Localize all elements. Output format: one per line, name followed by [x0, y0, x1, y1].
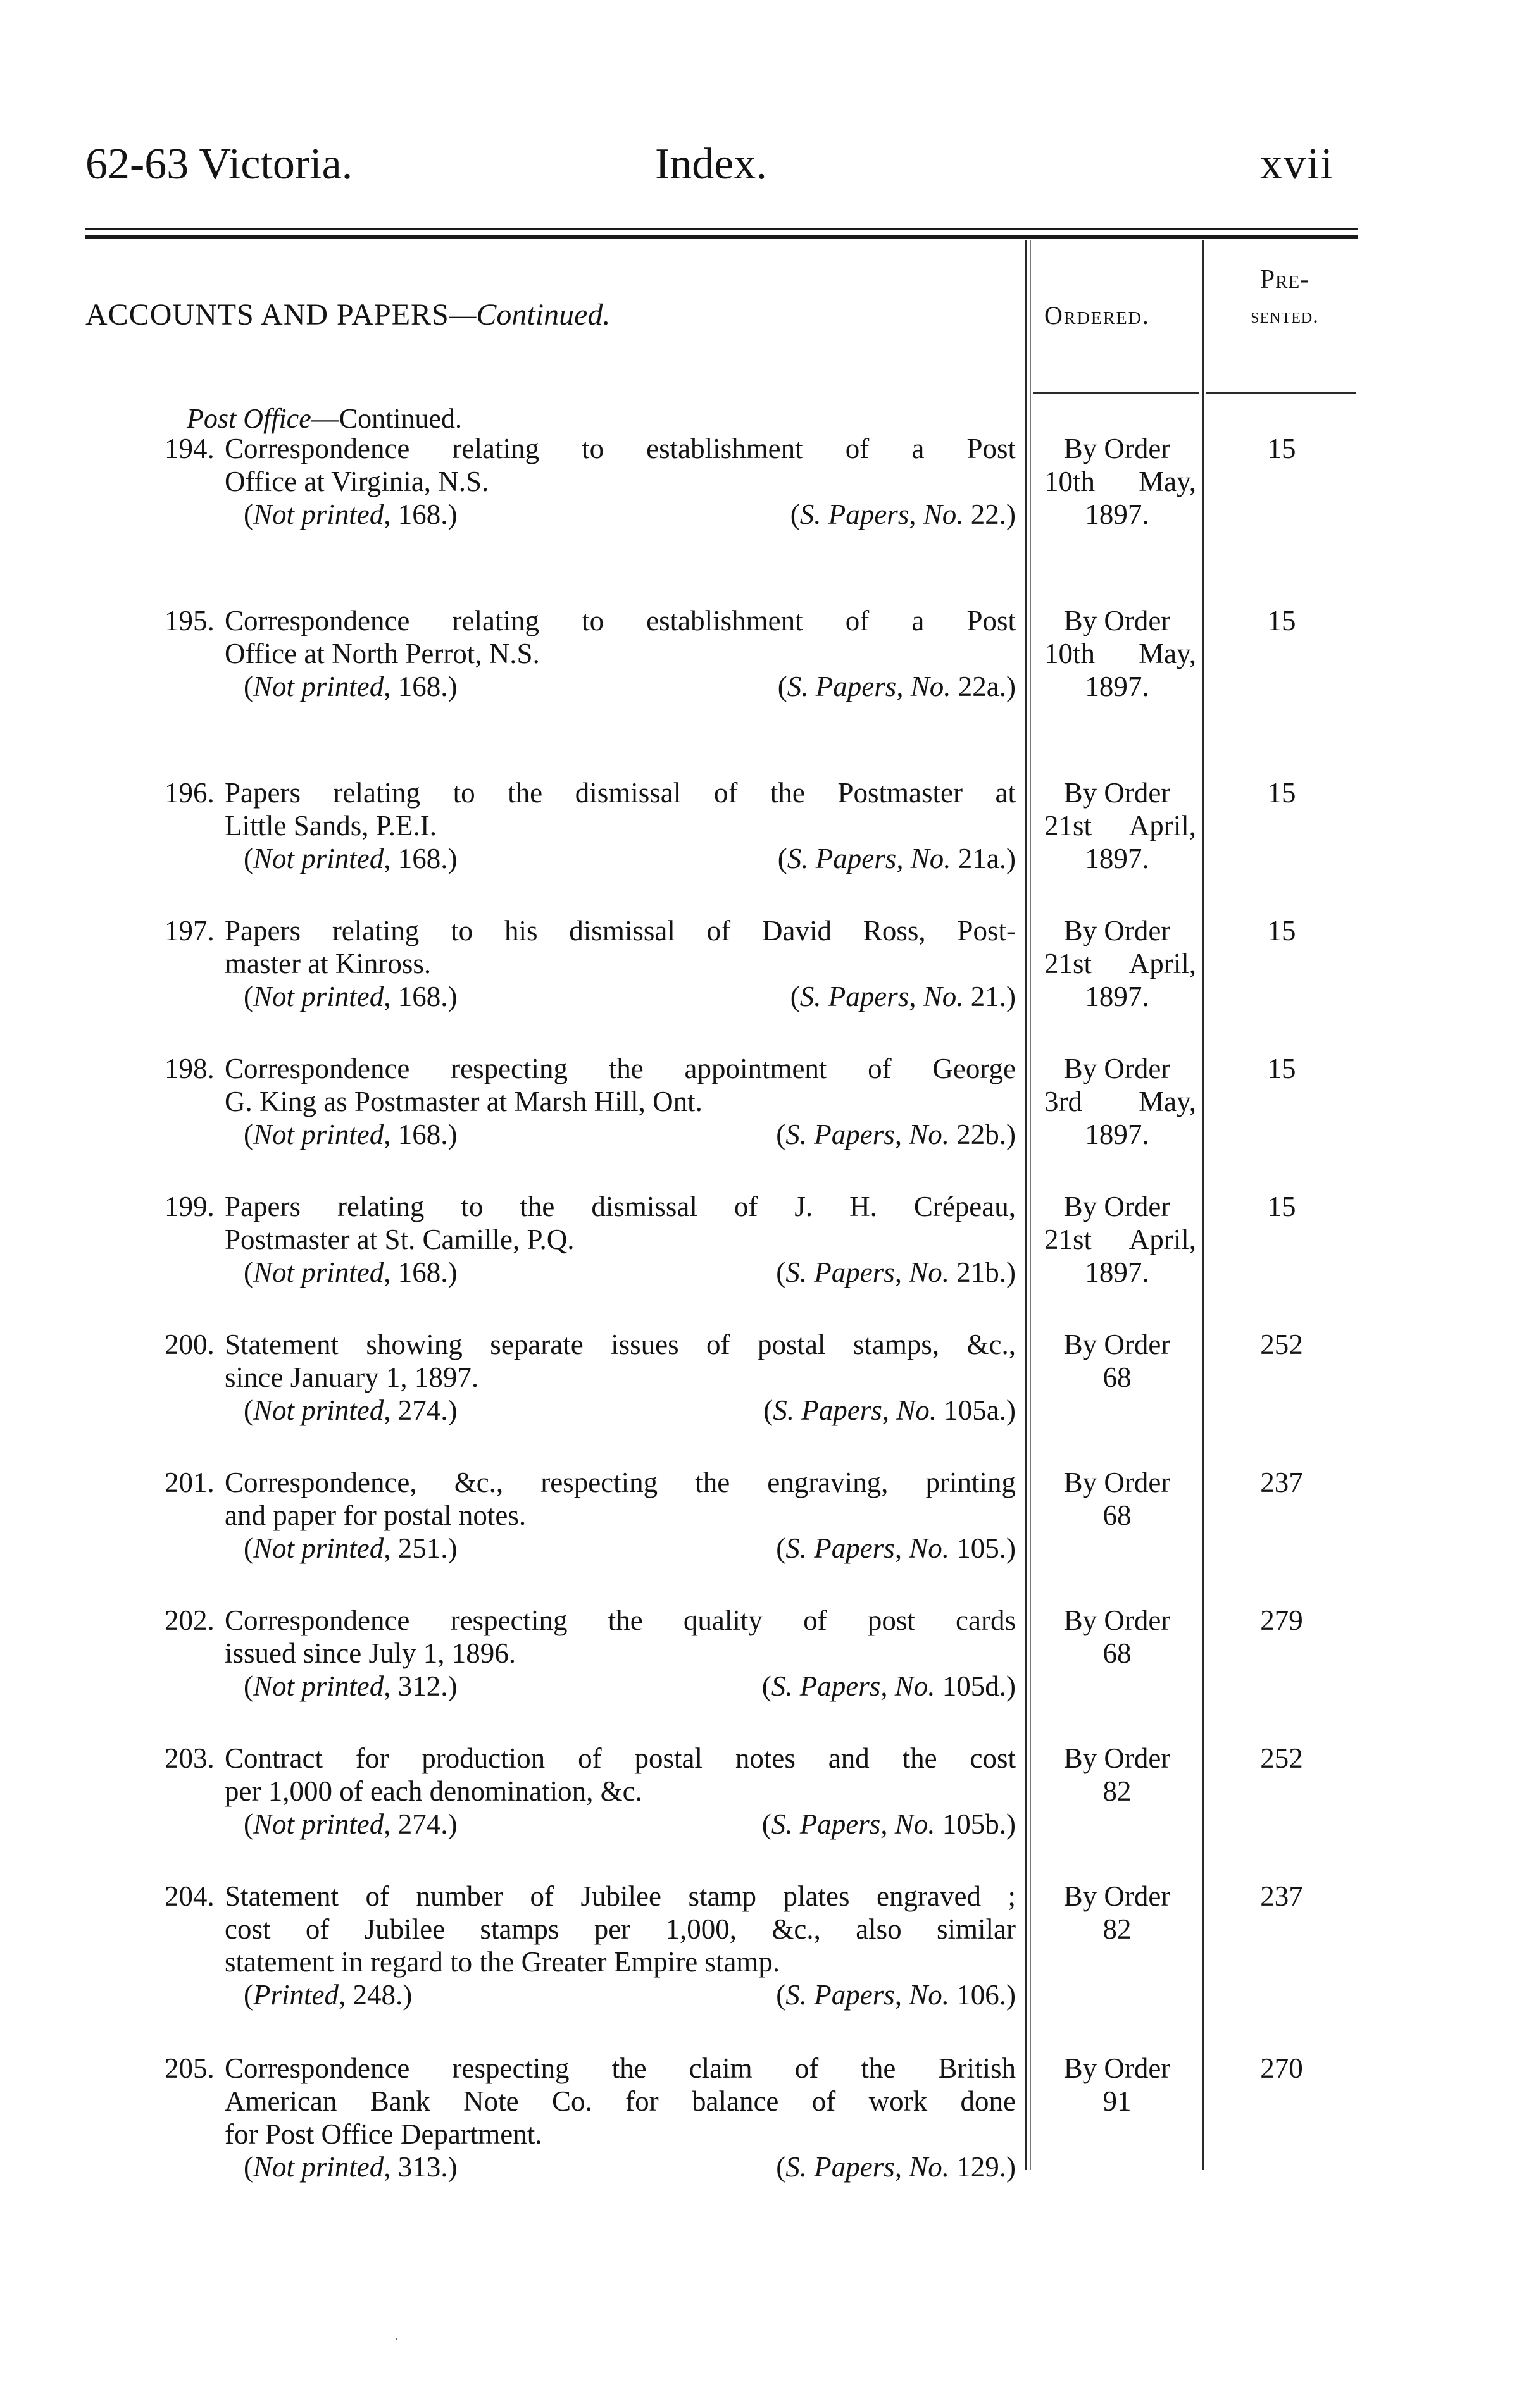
- sessional-paper-number: 105b.): [942, 1808, 1016, 1840]
- entry-presented: 15: [1267, 915, 1296, 946]
- printed-label: Not printed: [253, 843, 384, 874]
- entry-number: 201.: [165, 1467, 215, 1498]
- printed-label: Not printed: [253, 981, 384, 1012]
- ordered-line: 1897.: [1085, 671, 1149, 702]
- entry-ordered: [1044, 1328, 1202, 1394]
- printed-label: Not printed: [253, 1532, 384, 1564]
- entry-reference: [225, 1394, 1016, 1427]
- entry-description: [225, 1604, 1016, 1703]
- section-title: [85, 297, 610, 332]
- entry-presented: 15: [1267, 605, 1296, 636]
- entry-ordered: [1044, 2052, 1202, 2118]
- entry-line: American Bank Note Co. for balance of work done: [225, 2085, 1016, 2117]
- subsection-name: Post Office: [187, 403, 311, 434]
- printed-status: (Printed, 248.): [244, 1979, 413, 2011]
- entry-reference: [225, 1118, 1016, 1151]
- sessional-paper-number: 129.): [956, 2151, 1016, 2183]
- sessional-paper-label: S. Papers, No.: [799, 499, 964, 530]
- column-header-presented-line1: Pre-: [1259, 265, 1310, 294]
- printed-number: 251.): [397, 1532, 458, 1564]
- printed-status: (Not printed, 168.): [244, 499, 458, 530]
- entry-line: Statement of number of Jubilee stamp plates engraved ;: [225, 1880, 1016, 1912]
- sessional-paper: (S. Papers, No. 129.): [776, 2151, 1016, 2183]
- entry-description: [225, 604, 1016, 703]
- entry-number: 204.: [165, 1880, 215, 1912]
- sessional-paper-number: 22.): [970, 499, 1016, 530]
- entry-line: Correspondence respecting the quality of post cards: [225, 1604, 1016, 1636]
- printed-status: (Not printed, 313.): [244, 2151, 458, 2183]
- presented-header-rule: [1206, 392, 1356, 394]
- printed-number: 168.): [397, 1257, 458, 1288]
- sessional-paper-label: S. Papers, No.: [771, 1670, 935, 1702]
- sessional-paper: (S. Papers, No. 22b.): [776, 1119, 1016, 1150]
- sessional-paper-label: S. Papers, No.: [785, 1119, 949, 1150]
- entry-number: 205.: [165, 2052, 215, 2084]
- printed-status: (Not printed, 168.): [244, 1257, 458, 1288]
- entry-number: 203.: [165, 1742, 215, 1774]
- printed-label: Printed: [253, 1979, 339, 2011]
- column-header-presented: [1218, 266, 1351, 328]
- entry-line: Papers relating to the dismissal of the Postmaster at: [225, 777, 1016, 809]
- entry-description: [225, 1328, 1016, 1427]
- printed-label: Not printed: [253, 1394, 384, 1426]
- entry-ordered: [1044, 604, 1202, 703]
- printed-label: Not printed: [253, 1808, 384, 1840]
- entry-line: issued since July 1, 1896.: [225, 1637, 516, 1669]
- entry-description: [225, 1190, 1016, 1289]
- entry-ordered: [1044, 1466, 1202, 1532]
- printed-number: 248.): [353, 1979, 413, 2011]
- ordered-line: By Order: [1063, 1742, 1171, 1774]
- entry-line: statement in regard to the Greater Empire stamp.: [225, 1946, 780, 1978]
- header-page-number: xvii: [1260, 140, 1334, 189]
- ordered-line: By Order: [1063, 1880, 1171, 1912]
- column-divider-ordered: [1025, 240, 1027, 2170]
- column-header-ordered: Ordered.: [1044, 301, 1150, 330]
- entry-reference: [225, 1670, 1016, 1703]
- ordered-line: By Order: [1063, 1191, 1171, 1222]
- sessional-paper-number: 22b.): [956, 1119, 1016, 1150]
- ordered-line: 1897.: [1085, 843, 1149, 874]
- entry-ordered: [1044, 1604, 1202, 1670]
- sessional-paper: (S. Papers, No. 22.): [790, 499, 1016, 530]
- entry-line: Correspondence relating to establishment of a Post: [225, 433, 1016, 464]
- entry-line: per 1,000 of each denomination, &c.: [225, 1775, 642, 1807]
- printed-label: Not printed: [253, 671, 384, 702]
- entry-description: [225, 432, 1016, 531]
- entry-line: Statement showing separate issues of postal stamps, &c.,: [225, 1329, 1016, 1360]
- printed-status: (Not printed, 312.): [244, 1670, 458, 1702]
- entry-ordered: [1044, 776, 1202, 875]
- printed-number: 312.): [397, 1670, 458, 1702]
- entry-presented: 279: [1260, 1604, 1303, 1636]
- entry-number: 199.: [165, 1191, 215, 1222]
- entry-description: [225, 1052, 1016, 1151]
- printed-status: (Not printed, 274.): [244, 1808, 458, 1840]
- printed-status: (Not printed, 251.): [244, 1532, 458, 1564]
- ordered-line: 1897.: [1085, 499, 1149, 530]
- sessional-paper-number: 105d.): [942, 1670, 1016, 1702]
- entry-presented: 237: [1260, 1467, 1303, 1498]
- printed-label: Not printed: [253, 1119, 384, 1150]
- printed-number: 168.): [397, 981, 458, 1012]
- entry-presented: 15: [1267, 1191, 1296, 1222]
- printed-status: (Not printed, 168.): [244, 981, 458, 1012]
- entry-presented: 252: [1260, 1329, 1303, 1360]
- column-divider-ordered-inner: [1030, 240, 1031, 2170]
- ordered-line: 3rd May,: [1044, 1086, 1196, 1117]
- ordered-line: 82: [1102, 1913, 1132, 1945]
- section-title-text: ACCOUNTS AND PAPERS: [85, 298, 449, 332]
- ordered-line: 68: [1102, 1499, 1132, 1531]
- entry-number: 198.: [165, 1053, 215, 1084]
- ordered-line: 21st April,: [1044, 810, 1196, 841]
- ordered-line: By Order: [1063, 777, 1171, 809]
- ordered-line: 1897.: [1085, 1257, 1149, 1288]
- sessional-paper: (S. Papers, No. 21b.): [776, 1257, 1016, 1288]
- printed-number: 168.): [397, 499, 458, 530]
- entry-number: 196.: [165, 777, 215, 809]
- entry-line: Correspondence respecting the appointment of George: [225, 1053, 1016, 1084]
- sessional-paper-label: S. Papers, No.: [787, 671, 951, 702]
- entry-reference: [225, 2150, 1016, 2183]
- entry-reference: [225, 1808, 1016, 1840]
- sessional-paper: (S. Papers, No. 21a.): [777, 843, 1016, 874]
- entry-line: Papers relating to the dismissal of J. H. Crépeau,: [225, 1191, 1016, 1222]
- entry-presented: 15: [1267, 1053, 1296, 1084]
- ordered-line: By Order: [1063, 605, 1171, 636]
- entry-number: 194.: [165, 433, 215, 464]
- entry-line: for Post Office Department.: [225, 2118, 542, 2150]
- entry-line: Correspondence, &c., respecting the engraving, printing: [225, 1467, 1016, 1498]
- entry-presented: 15: [1267, 433, 1296, 464]
- sessional-paper-label: S. Papers, No.: [785, 1532, 949, 1564]
- subsection-title: [187, 402, 462, 435]
- ordered-line: By Order: [1063, 1467, 1171, 1498]
- printed-status: (Not printed, 274.): [244, 1394, 458, 1426]
- entry-ordered: [1044, 1742, 1202, 1808]
- printed-number: 274.): [397, 1394, 458, 1426]
- entry-ordered: [1044, 1052, 1202, 1151]
- sessional-paper-number: 21a.): [958, 843, 1016, 874]
- entry-line: master at Kinross.: [225, 948, 432, 979]
- entry-line: Papers relating to his dismissal of David Ross, Post-: [225, 915, 1016, 946]
- subsection-continued: —Continued.: [311, 403, 463, 434]
- entry-ordered: [1044, 432, 1202, 531]
- entry-line: Office at North Perrot, N.S.: [225, 638, 540, 669]
- ordered-line: 1897.: [1085, 1119, 1149, 1150]
- entry-presented: 237: [1260, 1880, 1303, 1912]
- entry-number: 200.: [165, 1329, 215, 1360]
- ordered-line: 91: [1102, 2085, 1132, 2117]
- printed-number: 274.): [397, 1808, 458, 1840]
- sessional-paper-number: 21.): [970, 981, 1016, 1012]
- entry-presented: 15: [1267, 777, 1296, 809]
- printed-label: Not printed: [253, 2151, 384, 2183]
- entry-reference: [225, 1256, 1016, 1289]
- ordered-line: 1897.: [1085, 981, 1149, 1012]
- header-rule-thin: [85, 228, 1358, 230]
- entry-description: [225, 1742, 1016, 1840]
- sessional-paper: (S. Papers, No. 105a.): [763, 1394, 1016, 1426]
- entry-reference: [225, 1532, 1016, 1565]
- ordered-line: By Order: [1063, 1604, 1171, 1636]
- section-continued: —Continued.: [449, 298, 611, 332]
- entry-presented: 270: [1260, 2052, 1303, 2084]
- entry-number: 195.: [165, 605, 215, 636]
- entry-reference: [225, 670, 1016, 703]
- entry-ordered: [1044, 1190, 1202, 1289]
- sessional-paper-number: 106.): [956, 1979, 1016, 2011]
- sessional-paper: (S. Papers, No. 105.): [776, 1532, 1016, 1564]
- ordered-line: By Order: [1063, 915, 1171, 946]
- entry-reference: [225, 1978, 1016, 2011]
- entry-line: Postmaster at St. Camille, P.Q.: [225, 1224, 575, 1255]
- entry-reference: [225, 980, 1016, 1013]
- sessional-paper: (S. Papers, No. 22a.): [777, 671, 1016, 702]
- entry-line: Correspondence respecting the claim of the British: [225, 2052, 1016, 2084]
- entry-description: [225, 1466, 1016, 1565]
- ordered-line: 10th May,: [1044, 466, 1196, 497]
- ordered-line: 21st April,: [1044, 948, 1196, 979]
- printed-status: (Not printed, 168.): [244, 843, 458, 874]
- printed-label: Not printed: [253, 499, 384, 530]
- entry-number: 202.: [165, 1604, 215, 1636]
- entry-line: G. King as Postmaster at Marsh Hill, Ont.: [225, 1086, 703, 1117]
- entry-reference: [225, 842, 1016, 875]
- sessional-paper-number: 21b.): [956, 1257, 1016, 1288]
- entry-line: since January 1, 1897.: [225, 1362, 479, 1393]
- printed-number: 168.): [397, 671, 458, 702]
- ordered-line: 21st April,: [1044, 1224, 1196, 1255]
- sessional-paper: (S. Papers, No. 106.): [776, 1979, 1016, 2011]
- ordered-line: 10th May,: [1044, 638, 1196, 669]
- sessional-paper-number: 22a.): [958, 671, 1016, 702]
- entry-line: Contract for production of postal notes and the cost: [225, 1742, 1016, 1774]
- sessional-paper-label: S. Papers, No.: [773, 1394, 937, 1426]
- printed-status: (Not printed, 168.): [244, 671, 458, 702]
- entry-ordered: [1044, 1880, 1202, 1946]
- printed-number: 168.): [397, 1119, 458, 1150]
- entry-line: Little Sands, P.E.I.: [225, 810, 437, 841]
- entry-line: and paper for postal notes.: [225, 1499, 527, 1531]
- column-header-presented-line2: sented.: [1251, 304, 1319, 328]
- page-header: [0, 130, 1524, 199]
- stray-mark: [396, 2338, 397, 2340]
- printed-status: (Not printed, 168.): [244, 1119, 458, 1150]
- header-volume: 62-63 Victoria.: [85, 140, 353, 189]
- sessional-paper-label: S. Papers, No.: [785, 2151, 949, 2183]
- entry-description: [225, 1880, 1016, 2011]
- ordered-line: By Order: [1063, 1329, 1171, 1360]
- sessional-paper-label: S. Papers, No.: [785, 1257, 949, 1288]
- ordered-line: By Order: [1063, 1053, 1171, 1084]
- ordered-line: 82: [1102, 1775, 1132, 1807]
- entry-line: Correspondence relating to establishment of a Post: [225, 605, 1016, 636]
- header-title: Index.: [655, 140, 767, 189]
- sessional-paper-label: S. Papers, No.: [785, 1979, 949, 2011]
- ordered-line: 68: [1102, 1362, 1132, 1393]
- sessional-paper-label: S. Papers, No.: [799, 981, 964, 1012]
- entry-presented: 252: [1260, 1742, 1303, 1774]
- entry-ordered: [1044, 914, 1202, 1013]
- sessional-paper: (S. Papers, No. 105b.): [761, 1808, 1016, 1840]
- sessional-paper: (S. Papers, No. 21.): [790, 981, 1016, 1012]
- column-divider-presented: [1202, 240, 1204, 2170]
- sessional-paper: (S. Papers, No. 105d.): [761, 1670, 1016, 1702]
- ordered-line: By Order: [1063, 2052, 1171, 2084]
- printed-label: Not printed: [253, 1670, 384, 1702]
- entry-description: [225, 2052, 1016, 2183]
- sessional-paper-number: 105.): [956, 1532, 1016, 1564]
- printed-number: 168.): [397, 843, 458, 874]
- entry-description: [225, 776, 1016, 875]
- sessional-paper-label: S. Papers, No.: [771, 1808, 935, 1840]
- ordered-line: By Order: [1063, 433, 1171, 464]
- entry-number: 197.: [165, 915, 215, 946]
- sessional-paper-label: S. Papers, No.: [787, 843, 951, 874]
- printed-number: 313.): [397, 2151, 458, 2183]
- header-rule-thick: [85, 235, 1358, 239]
- printed-label: Not printed: [253, 1257, 384, 1288]
- sessional-paper-number: 105a.): [944, 1394, 1016, 1426]
- ordered-line: 68: [1102, 1637, 1132, 1669]
- entry-reference: [225, 498, 1016, 531]
- ordered-header-rule: [1033, 392, 1199, 394]
- entry-line: Office at Virginia, N.S.: [225, 466, 489, 497]
- entry-description: [225, 914, 1016, 1013]
- entry-line: cost of Jubilee stamps per 1,000, &c., also similar: [225, 1913, 1016, 1945]
